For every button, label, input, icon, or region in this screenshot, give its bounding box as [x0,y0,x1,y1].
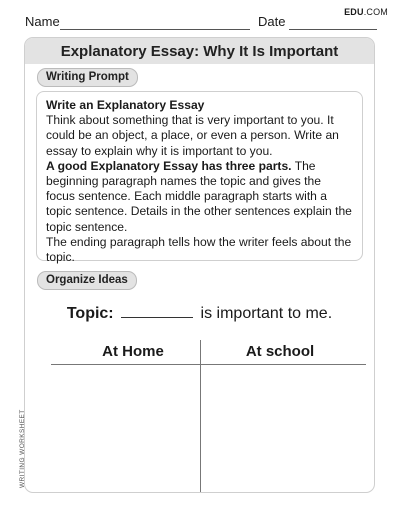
edu-logo [344,7,388,17]
name-line [60,29,250,30]
writing-prompt-label: Writing Prompt [37,68,138,87]
topic-line [25,303,374,323]
logo-bold-text: EDU [344,7,364,17]
worksheet-frame [24,37,375,493]
worksheet-title: Explanatory Essay: Why It Is Important [25,38,374,64]
prompt-paragraph-2-rest: The beginning paragraph names the topic and gives the focus sentence. Each middle paragraph starts with a topic sentence. Details in the other sentences explain the topic sentence. [46,158,352,234]
logo-light-text: .COM [363,7,388,17]
column-header-school: At school [245,343,315,360]
date-line [289,29,377,30]
topic-suffix: is important to me. [200,305,333,322]
prompt-paragraph-3: The ending paragraph tells how the writer feels about the topic. [46,234,352,265]
writing-prompt-box [36,91,363,265]
table-column-divider [200,340,201,492]
prompt-heading: Write an Explanatory Essay [46,98,205,112]
name-label: Name [25,14,60,29]
prompt-paragraph-2 [46,159,353,235]
topic-blank[interactable] [121,303,193,318]
organize-ideas-label: Organize Ideas [37,271,137,290]
side-label: WRITING WORKSHEET [19,409,26,488]
date-label: Date [258,14,286,29]
prompt-paragraph-1: Think about something that is very important to you. It could be an object, a place, or even a person. Write an essay to explain why it is important to you. [46,113,339,158]
table-header-divider [51,364,366,365]
prompt-paragraph-2-bold: A good Explanatory Essay has three parts. [46,158,292,173]
column-header-home: At Home [102,343,164,360]
topic-label: Topic: [66,305,114,322]
